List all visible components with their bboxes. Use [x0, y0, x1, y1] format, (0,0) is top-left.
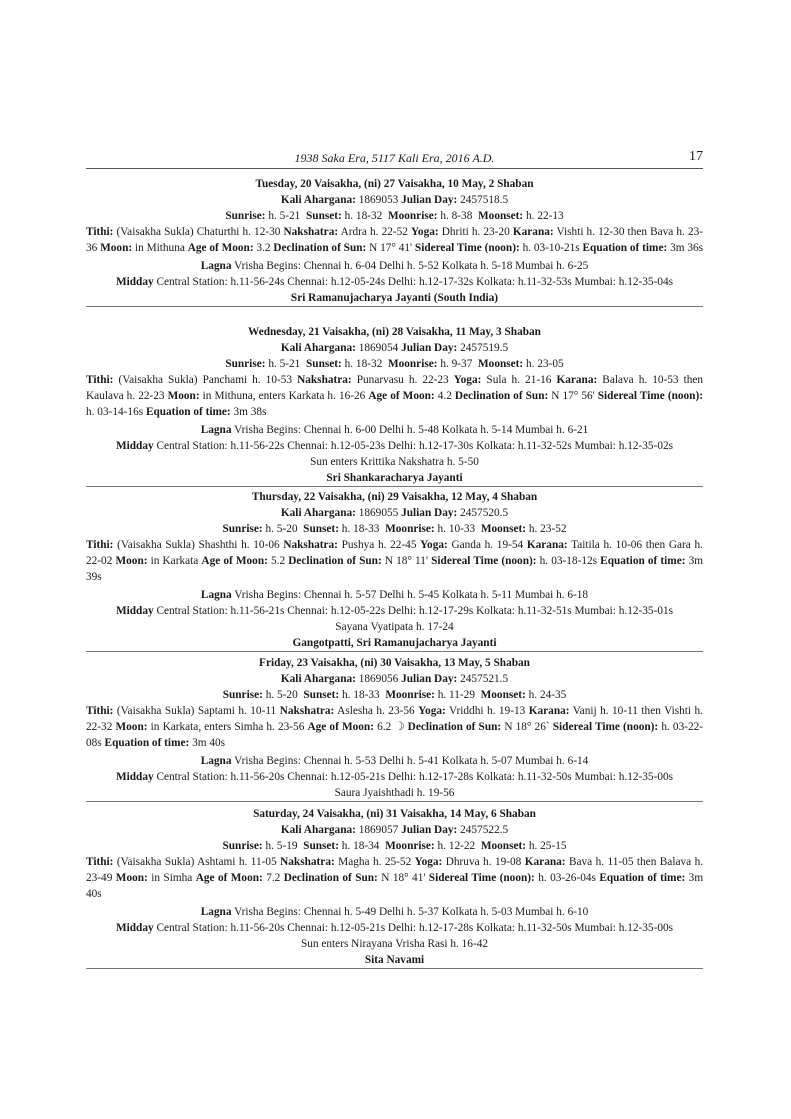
- midday-label: Midday: [115, 440, 154, 452]
- yoga-value: Vriddhi h. 19-13: [449, 705, 526, 717]
- sidereal-time-value: h. 03-18-12s: [539, 555, 598, 567]
- kali-ahargana-label: Kali Ahargana:: [280, 507, 356, 519]
- lagna-line: [86, 422, 703, 438]
- header-title: 1938 Saka Era, 5117 Kali Era, 2016 A.D.: [294, 151, 495, 165]
- julian-day-value: 2457521.5: [460, 673, 509, 685]
- moon-value: in Mithuna: [134, 242, 185, 254]
- yoga-value: Dhriti h. 23-20: [441, 226, 510, 238]
- yoga-label: Yoga:: [414, 856, 443, 868]
- sidereal-time-value: h. 03-14-16s: [86, 406, 144, 418]
- day-entry: [86, 489, 703, 652]
- moonrise-label: Moonrise:: [385, 523, 435, 535]
- tithi-value: (Vaisakha Sukla) Ashtami h. 11-05: [116, 856, 277, 868]
- declination-label: Declination of Sun:: [288, 555, 382, 567]
- declination-value: N 17° 41': [369, 242, 413, 254]
- sunset-value: h. 18-34: [341, 840, 380, 852]
- equation-of-time-value: 3m 39s: [86, 555, 704, 583]
- julian-day-label: Julian Day:: [401, 824, 458, 836]
- equation-of-time-value: 3m 40s: [86, 872, 704, 900]
- julian-day-value: 2457519.5: [460, 342, 509, 354]
- running-header: [86, 150, 703, 169]
- tithi-label: Tithi:: [86, 539, 114, 551]
- sunset-label: Sunset:: [303, 523, 339, 535]
- moon-label: Moon:: [167, 390, 200, 402]
- age-of-moon-label: Age of Moon:: [195, 872, 263, 884]
- declination-label: Declination of Sun:: [273, 242, 367, 254]
- event-note: Sayana Vyatipata h. 17-24: [335, 621, 454, 633]
- page-number: 17: [689, 149, 703, 164]
- moonset-label: Moonset:: [478, 210, 524, 222]
- tithi-label: Tithi:: [86, 226, 114, 238]
- moonset-value: h. 22-13: [526, 210, 564, 222]
- lagna-value: Vrisha Begins: Chennai h. 5-57 Delhi h. 5-45 Kolkata h. 5-11 Mumbai h. 6-18: [234, 589, 589, 601]
- panchanga-paragraph: [86, 854, 703, 902]
- sidereal-time-label: Sidereal Time (noon):: [597, 390, 703, 402]
- equation-of-time-value: 3m 38s: [233, 406, 267, 418]
- sidereal-time-label: Sidereal Time (noon):: [414, 242, 520, 254]
- moonrise-value: h. 12-22: [437, 840, 476, 852]
- kali-ahargana-label: Kali Ahargana:: [280, 673, 356, 685]
- equation-of-time-value: 3m 40s: [192, 737, 226, 749]
- midday-label: Midday: [115, 922, 154, 934]
- sunrise-value: h. 5-21: [268, 358, 301, 370]
- rise-set-line: [86, 208, 703, 224]
- moon-label: Moon:: [115, 721, 148, 733]
- nakshatra-value: Pushya h. 22-45: [341, 539, 417, 551]
- moonset-label: Moonset:: [480, 689, 526, 701]
- moonset-value: h. 25-15: [528, 840, 567, 852]
- nakshatra-label: Nakshatra:: [279, 705, 335, 717]
- midday-line: [86, 603, 703, 619]
- age-of-moon-label: Age of Moon:: [307, 721, 374, 733]
- midday-line: [86, 438, 703, 454]
- tithi-value: (Vaisakha Sukla) Chaturthi h. 12-30: [116, 226, 281, 238]
- nakshatra-value: Aslesha h. 23-56: [337, 705, 415, 717]
- moonset-label: Moonset:: [478, 358, 524, 370]
- karana-label: Karana:: [556, 374, 598, 386]
- nakshatra-value: Ardra h. 22-52: [340, 226, 408, 238]
- kali-ahargana-value: 1869053: [358, 194, 399, 206]
- lagna-value: Vrisha Begins: Chennai h. 5-53 Delhi h. 5-41 Kolkata h. 5-07 Mumbai h. 6-14: [234, 755, 589, 767]
- tithi-value: (Vaisakha Sukla) Shashthi h. 10-06: [117, 539, 280, 551]
- rise-set-line: [86, 356, 703, 372]
- sunrise-value: h. 5-20: [265, 689, 298, 701]
- moon-value: in Mithuna, enters Karkata h. 16-26: [202, 390, 366, 402]
- moonrise-value: h. 11-29: [437, 689, 475, 701]
- midday-value: Central Station: h.11-56-24s Chennai: h.12-05-24s Delhi: h.12-17-32s Kolkata: h.11-32-53s Mumbai: h.12-35-04s: [156, 276, 674, 288]
- moonset-value: h. 24-35: [528, 689, 567, 701]
- rise-set-line: [86, 687, 703, 703]
- kali-ahargana-label: Kali Ahargana:: [280, 194, 356, 206]
- equation-of-time-label: Equation of time:: [145, 406, 231, 418]
- julian-day-value: 2457520.5: [460, 507, 509, 519]
- festival-name: Sri Ramanujacharya Jayanti (South India): [290, 292, 499, 304]
- nakshatra-label: Nakshatra:: [280, 856, 335, 868]
- declination-label: Declination of Sun:: [283, 872, 378, 884]
- declination-label: Declination of Sun:: [407, 721, 502, 733]
- midday-line: [86, 274, 703, 290]
- moon-value: in Simha: [151, 872, 193, 884]
- lagna-line: [86, 258, 703, 274]
- midday-label: Midday: [115, 771, 154, 783]
- julian-day-value: 2457518.5: [460, 194, 509, 206]
- kali-ahargana-label: Kali Ahargana:: [280, 342, 356, 354]
- moon-value: in Karkata, enters Simha h. 23-56: [150, 721, 305, 733]
- lagna-value: Vrisha Begins: Chennai h. 6-04 Delhi h. 5-52 Kolkata h. 5-18 Mumbai h. 6-25: [234, 260, 589, 272]
- karana-value: Taitila h. 10-06 then Gara h. 22-02: [86, 539, 703, 567]
- equation-of-time-label: Equation of time:: [104, 737, 190, 749]
- nakshatra-label: Nakshatra:: [283, 226, 339, 238]
- kali-ahargana-value: 1869054: [358, 342, 399, 354]
- julian-day-label: Julian Day:: [401, 342, 458, 354]
- moonset-value: h. 23-52: [528, 523, 567, 535]
- day-entry: [86, 324, 703, 487]
- festival-name: Sita Navami: [364, 954, 425, 966]
- karana-label: Karana:: [528, 705, 570, 717]
- day-title: Wednesday, 21 Vaisakha, (ni) 28 Vaisakha, 11 May, 3 Shaban: [248, 326, 541, 338]
- sunrise-label: Sunrise:: [222, 523, 263, 535]
- age-of-moon-value: 4.2: [437, 390, 452, 402]
- age-of-moon-label: Age of Moon:: [368, 390, 435, 402]
- tithi-value: (Vaisakha Sukla) Saptami h. 10-11: [116, 705, 277, 717]
- panchanga-paragraph: [86, 703, 703, 751]
- yoga-value: Ganda h. 19-54: [451, 539, 524, 551]
- julian-day-value: 2457522.5: [460, 824, 509, 836]
- karana-label: Karana:: [526, 539, 568, 551]
- rise-set-line: [86, 838, 703, 854]
- event-note: Sun enters Krittika Nakshatra h. 5-50: [310, 456, 479, 468]
- nakshatra-value: Punarvasu h. 22-23: [356, 374, 449, 386]
- yoga-value: Sula h. 21-16: [486, 374, 552, 386]
- moon-value: in Karkata: [150, 555, 199, 567]
- age-of-moon-value: 7.2: [266, 872, 281, 884]
- ahargana-line: [86, 671, 703, 687]
- midday-label: Midday: [115, 605, 154, 617]
- midday-value: Central Station: h.11-56-20s Chennai: h.12-05-21s Delhi: h.12-17-28s Kolkata: h.11-32-50s Mumbai: h.12-35-00s: [156, 771, 674, 783]
- midday-value: Central Station: h.11-56-21s Chennai: h.12-05-22s Delhi: h.12-17-29s Kolkata: h.11-32-51s Mumbai: h.12-35-01s: [156, 605, 674, 617]
- day-entry: [86, 176, 703, 307]
- festival-name: Sri Shankaracharya Jayanti: [326, 472, 463, 484]
- tithi-label: Tithi:: [86, 374, 114, 386]
- kali-ahargana-label: Kali Ahargana:: [280, 824, 356, 836]
- tithi-label: Tithi:: [86, 856, 114, 868]
- equation-of-time-label: Equation of time:: [582, 242, 668, 254]
- sidereal-time-value: h. 03-10-21s: [522, 242, 580, 254]
- declination-value: N 17° 56': [551, 390, 595, 402]
- panchanga-paragraph: [86, 224, 703, 256]
- declination-label: Declination of Sun:: [454, 390, 549, 402]
- yoga-label: Yoga:: [418, 705, 446, 717]
- day-title: Friday, 23 Vaisakha, (ni) 30 Vaisakha, 13 May, 5 Shaban: [259, 657, 530, 669]
- karana-value: Bava h. 11-05 then Balava h. 23-49: [86, 856, 704, 884]
- sunrise-label: Sunrise:: [222, 689, 263, 701]
- ahargana-line: [86, 192, 703, 208]
- event-note: Sun enters Nirayana Vrisha Rasi h. 16-42: [300, 938, 489, 950]
- moonset-label: Moonset:: [480, 840, 527, 852]
- moonrise-label: Moonrise:: [385, 840, 435, 852]
- moon-label: Moon:: [115, 872, 148, 884]
- sunset-value: h. 18-32: [344, 210, 383, 222]
- julian-day-label: Julian Day:: [401, 507, 458, 519]
- ahargana-line: [86, 340, 703, 356]
- moonrise-label: Moonrise:: [387, 358, 438, 370]
- sunrise-label: Sunrise:: [225, 210, 266, 222]
- kali-ahargana-value: 1869055: [358, 507, 399, 519]
- karana-label: Karana:: [524, 856, 566, 868]
- age-of-moon-value: 6.2 ☽: [377, 721, 405, 733]
- sunset-label: Sunset:: [306, 358, 342, 370]
- sunset-label: Sunset:: [306, 210, 342, 222]
- sunrise-value: h. 5-21: [268, 210, 301, 222]
- moonset-label: Moonset:: [480, 523, 527, 535]
- rise-set-line: [86, 521, 703, 537]
- ahargana-line: [86, 505, 703, 521]
- declination-value: N 18° 26`: [504, 721, 550, 733]
- sidereal-time-value: h. 03-26-04s: [538, 872, 596, 884]
- sidereal-time-label: Sidereal Time (noon):: [431, 555, 537, 567]
- midday-line: [86, 920, 703, 936]
- sunset-value: h. 18-33: [342, 689, 380, 701]
- sidereal-time-value: h. 03-22-08s: [86, 721, 704, 749]
- moonset-value: h. 23-05: [526, 358, 564, 370]
- lagna-label: Lagna: [200, 424, 232, 436]
- karana-value: Balava h. 10-53 then Kaulava h. 22-23: [86, 374, 704, 402]
- lagna-line: [86, 587, 703, 603]
- equation-of-time-label: Equation of time:: [600, 555, 686, 567]
- sunset-label: Sunset:: [303, 689, 340, 701]
- equation-of-time-value: 3m 36s: [670, 242, 704, 254]
- karana-value: Vishti h. 12-30 then Bava h. 23-36: [86, 226, 704, 254]
- sunrise-label: Sunrise:: [222, 840, 263, 852]
- festival-name: Gangotpatti, Sri Ramanujacharya Jayanti: [292, 637, 497, 649]
- moon-label: Moon:: [115, 555, 148, 567]
- sidereal-time-label: Sidereal Time (noon):: [428, 872, 535, 884]
- yoga-label: Yoga:: [453, 374, 482, 386]
- midday-value: Central Station: h.11-56-22s Chennai: h.12-05-23s Delhi: h.12-17-30s Kolkata: h.11-32-52s Mumbai: h.12-35-02s: [156, 440, 674, 452]
- karana-label: Karana:: [512, 226, 554, 238]
- kali-ahargana-value: 1869057: [358, 824, 399, 836]
- lagna-label: Lagna: [200, 589, 232, 601]
- nakshatra-value: Magha h. 25-52: [338, 856, 412, 868]
- panchanga-paragraph: [86, 372, 703, 420]
- moonrise-label: Moonrise:: [385, 689, 435, 701]
- midday-value: Central Station: h.11-56-20s Chennai: h.12-05-21s Delhi: h.12-17-28s Kolkata: h.11-32-50s Mumbai: h.12-35-00s: [156, 922, 674, 934]
- sunset-value: h. 18-33: [341, 523, 380, 535]
- yoga-label: Yoga:: [420, 539, 448, 551]
- moonrise-value: h. 8-38: [440, 210, 473, 222]
- tithi-value: (Vaisakha Sukla) Panchami h. 10-53: [118, 374, 293, 386]
- age-of-moon-value: 3.2: [256, 242, 271, 254]
- lagna-label: Lagna: [200, 260, 232, 272]
- lagna-value: Vrisha Begins: Chennai h. 5-49 Delhi h. 5-37 Kolkata h. 5-03 Mumbai h. 6-10: [234, 906, 589, 918]
- day-entry: [86, 806, 703, 969]
- age-of-moon-value: 5.2: [271, 555, 286, 567]
- moonrise-value: h. 10-33: [437, 523, 476, 535]
- sunset-label: Sunset:: [303, 840, 339, 852]
- midday-line: [86, 769, 703, 785]
- moon-label: Moon:: [100, 242, 133, 254]
- lagna-label: Lagna: [200, 906, 232, 918]
- lagna-label: Lagna: [200, 755, 232, 767]
- ahargana-line: [86, 822, 703, 838]
- midday-label: Midday: [115, 276, 154, 288]
- julian-day-label: Julian Day:: [401, 673, 458, 685]
- nakshatra-label: Nakshatra:: [297, 374, 352, 386]
- day-title: Tuesday, 20 Vaisakha, (ni) 27 Vaisakha, 10 May, 2 Shaban: [255, 178, 534, 190]
- moonrise-value: h. 9-37: [440, 358, 473, 370]
- equation-of-time-label: Equation of time:: [599, 872, 686, 884]
- sunrise-value: h. 5-20: [265, 523, 298, 535]
- julian-day-label: Julian Day:: [401, 194, 458, 206]
- sidereal-time-label: Sidereal Time (noon):: [552, 721, 659, 733]
- yoga-value: Dhruva h. 19-08: [445, 856, 522, 868]
- sunset-value: h. 18-32: [344, 358, 383, 370]
- lagna-value: Vrisha Begins: Chennai h. 6-00 Delhi h. 5-48 Kolkata h. 5-14 Mumbai h. 6-21: [234, 424, 589, 436]
- nakshatra-label: Nakshatra:: [283, 539, 338, 551]
- sunrise-value: h. 5-19: [265, 840, 298, 852]
- panchanga-paragraph: [86, 537, 703, 585]
- day-title: Thursday, 22 Vaisakha, (ni) 29 Vaisakha, 12 May, 4 Shaban: [251, 491, 538, 503]
- tithi-label: Tithi:: [86, 705, 114, 717]
- kali-ahargana-value: 1869056: [358, 673, 399, 685]
- lagna-line: [86, 753, 703, 769]
- moonrise-label: Moonrise:: [387, 210, 438, 222]
- declination-value: N 18° 41': [381, 872, 426, 884]
- day-title: Saturday, 24 Vaisakha, (ni) 31 Vaisakha, 14 May, 6 Shaban: [253, 808, 536, 820]
- event-note: Saura Jyaishthadi h. 19-56: [334, 787, 455, 799]
- age-of-moon-label: Age of Moon:: [201, 555, 268, 567]
- sunrise-label: Sunrise:: [225, 358, 266, 370]
- age-of-moon-label: Age of Moon:: [187, 242, 254, 254]
- yoga-label: Yoga:: [411, 226, 439, 238]
- declination-value: N 18° 11': [384, 555, 428, 567]
- lagna-line: [86, 904, 703, 920]
- karana-value: Vanij h. 10-11 then Vishti h. 22-32: [86, 705, 704, 733]
- day-entry: [86, 655, 703, 802]
